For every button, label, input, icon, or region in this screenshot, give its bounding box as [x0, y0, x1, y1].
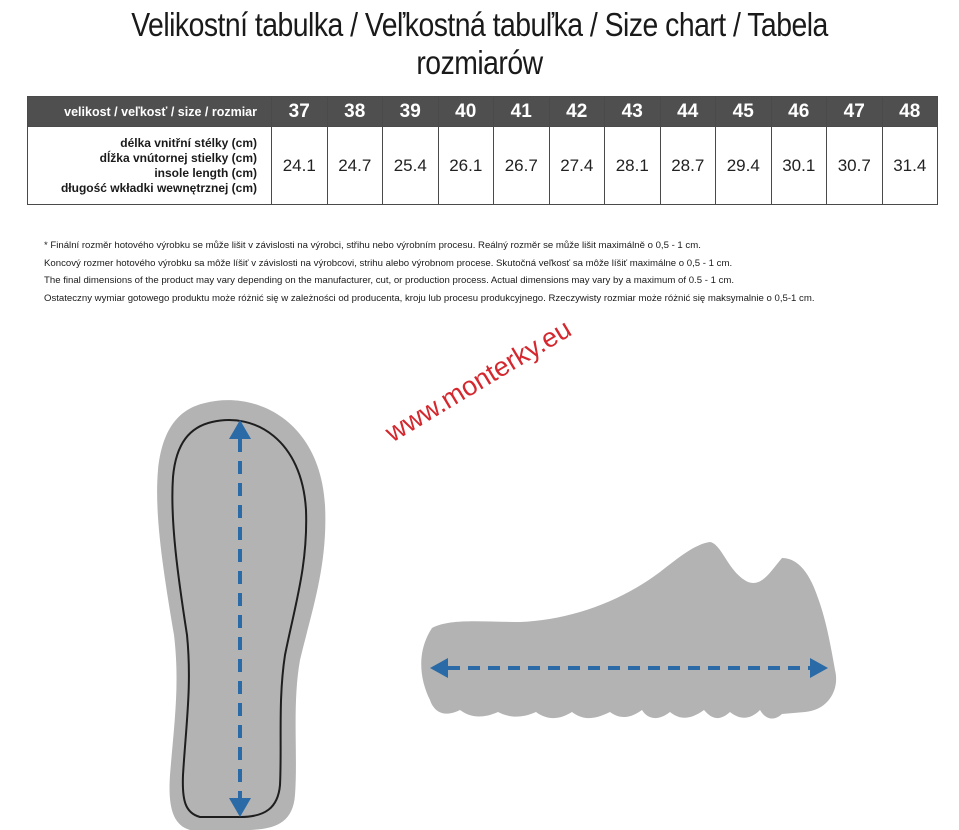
length-cell: 28.1: [605, 127, 661, 205]
size-cell: 37: [272, 97, 328, 127]
length-cell: 28.7: [660, 127, 716, 205]
size-cell: 48: [882, 97, 938, 127]
length-cell: 24.1: [272, 127, 328, 205]
length-cell: 26.1: [438, 127, 494, 205]
page-title: Velikostní tabulka / Veľkostná tabuľka / Size chart / Tabela rozmiarów: [131, 6, 828, 81]
row-label-sk: dĺžka vnútornej stielky (cm): [99, 150, 257, 165]
length-cell: 29.4: [716, 127, 772, 205]
watermark: www.monterky.eu: [380, 313, 577, 448]
length-cell: 25.4: [383, 127, 439, 205]
shoe-side-icon: [410, 540, 845, 730]
length-cell: 24.7: [327, 127, 383, 205]
size-header-label: velikost / veľkosť / size / rozmiar: [28, 97, 272, 127]
size-cell: 39: [383, 97, 439, 127]
size-table: [27, 96, 938, 205]
length-cell: 30.7: [827, 127, 883, 205]
note-en: The final dimensions of the product may vary depending on the manufacturer, cut, or production process. Actual dimensions may vary by a maximum of 0.5 - 1 cm.: [44, 275, 735, 286]
length-cell: 30.1: [771, 127, 827, 205]
length-cell: 26.7: [494, 127, 550, 205]
insole-length-label: [28, 127, 272, 205]
row-label-pl: długość wkładki wewnętrznej (cm): [60, 180, 257, 195]
insole-icon: [150, 395, 340, 830]
size-header-row: [28, 97, 938, 127]
size-cell: 42: [549, 97, 605, 127]
size-cell: 47: [827, 97, 883, 127]
row-label-cz: délka vnitřní stélky (cm): [120, 135, 257, 150]
shoe-silhouette: [421, 542, 836, 719]
size-cell: 38: [327, 97, 383, 127]
note-pl: Ostateczny wymiar gotowego produktu może różnić się w zależności od producenta, kroju lub procesu produkcyjnego. Rzeczywisty rozmiar może różnić się maksymalnie o 0,5-1 cm.: [44, 292, 815, 304]
size-cell: 43: [605, 97, 661, 127]
length-cell: 31.4: [882, 127, 938, 205]
insole-length-row: [28, 127, 938, 205]
row-label-en: insole length (cm): [154, 165, 257, 180]
note-cz: * Finální rozměr hotového výrobku se může lišit v závislosti na výrobci, střihu nebo výrobním procesu. Reálný rozměr se může lišit maximálně o 0,5 - 1 cm.: [44, 240, 701, 251]
note-sk: Koncový rozmer hotového výrobku sa môže líšiť v závislosti na výrobcovi, strihu alebo výrobnom procese. Skutočná veľkosť sa môže líšiť maximálne o 0,5 - 1 cm.: [44, 257, 733, 269]
size-cell: 44: [660, 97, 716, 127]
size-cell: 45: [716, 97, 772, 127]
size-cell: 40: [438, 97, 494, 127]
disclaimer-notes: [44, 237, 944, 307]
length-cell: 27.4: [549, 127, 605, 205]
size-cell: 41: [494, 97, 550, 127]
size-cell: 46: [771, 97, 827, 127]
